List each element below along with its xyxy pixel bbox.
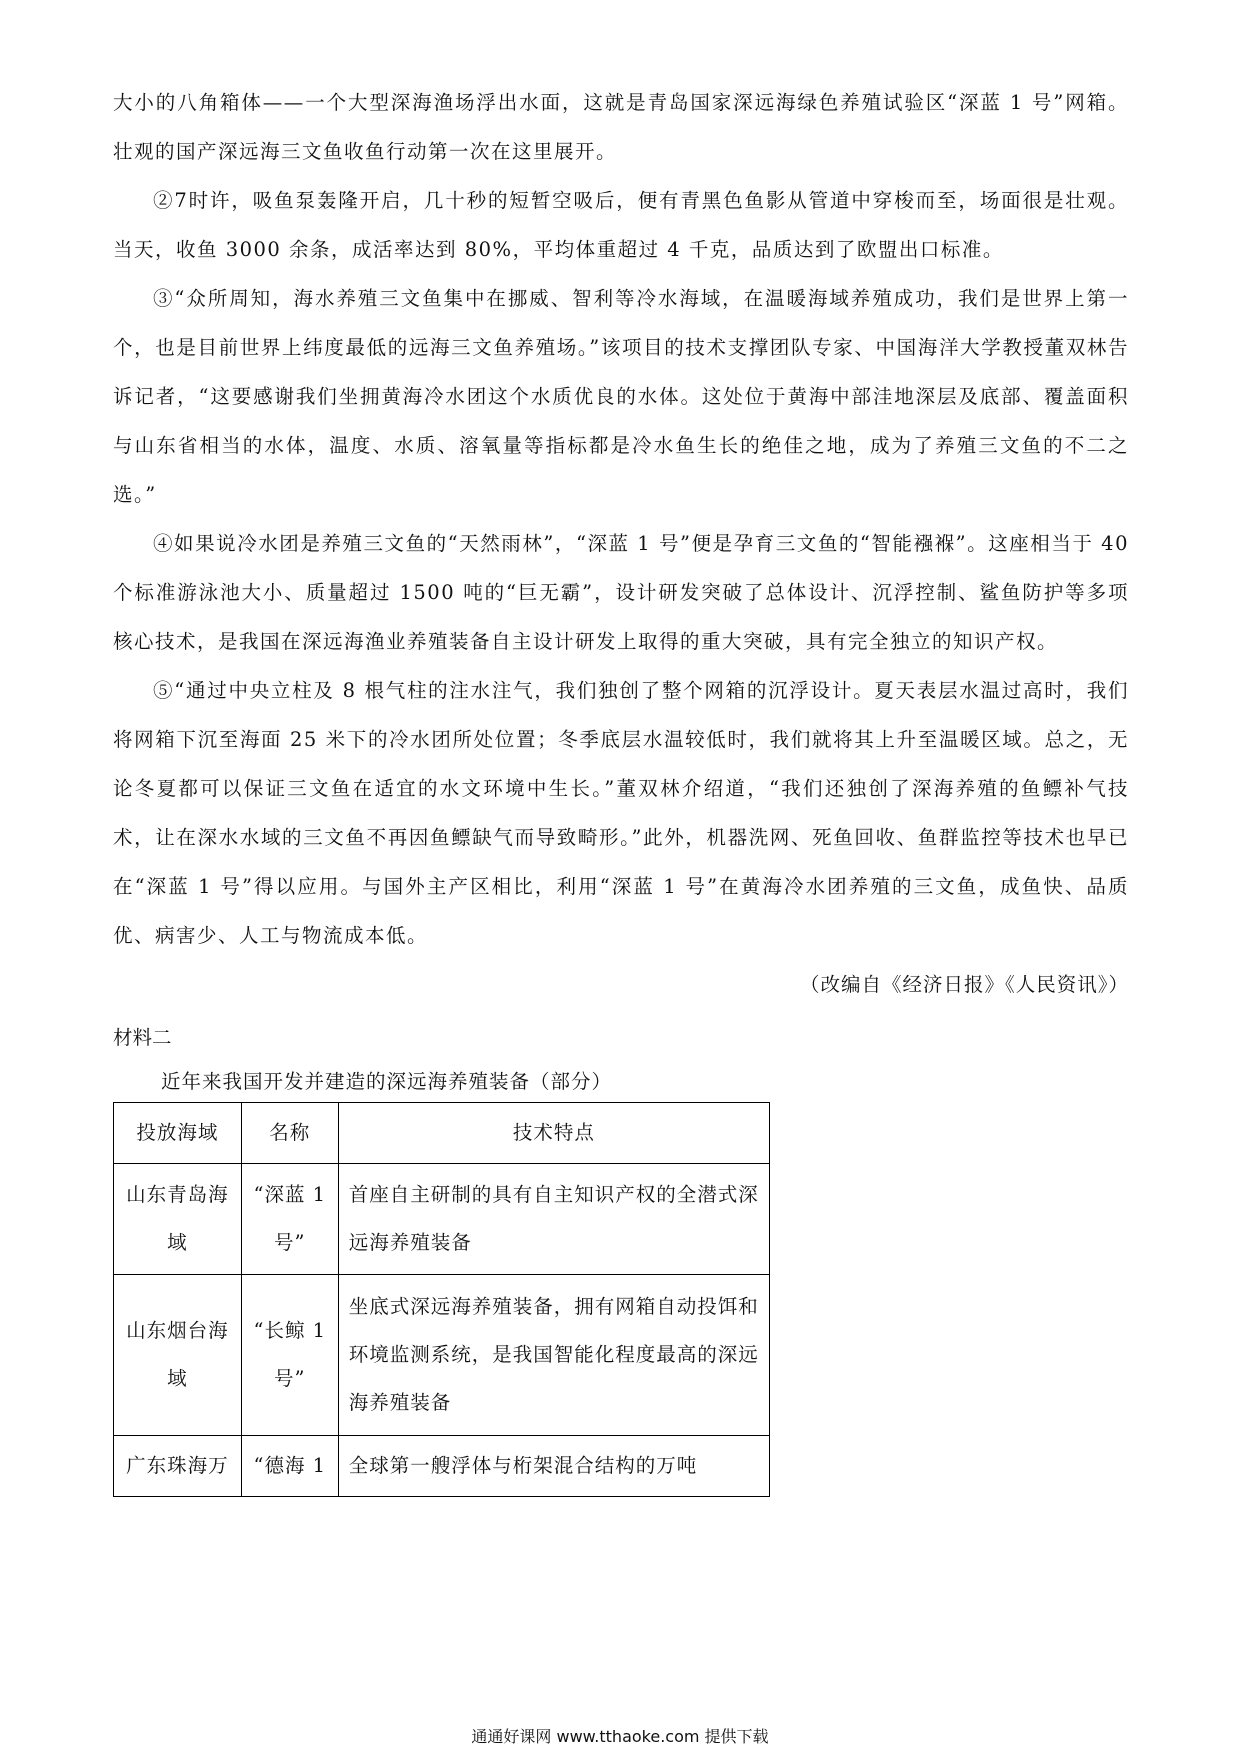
material-2-heading: 材料二 xyxy=(113,1026,172,1049)
paragraph-5: ⑤“通过中央立柱及 8 根气柱的注水注气，我们独创了整个网箱的沉浮设计。夏天表层水温过高时，我们将网箱下沉至海面 25 米下的冷水团所处位置；冬季底层水温较低时，我们就将其上升至温暖区域。总之，无论冬夏都可以保证三文鱼在适宜的水文环境中生长。”董双林介绍道，“我们还独创了深海养殖的鱼鳔补气技术，让在深水水域的三文鱼不再因鱼鳔缺气而导致畸形。”此外，机器洗网、死鱼回收、鱼群监控等技术也早已在“深蓝 1 号”得以应用。与国外主产区相比，利用“深蓝 1 号”在黄海冷水团养殖的三文鱼，成鱼快、品质优、病害少、人工与物流成本低。 xyxy=(113,679,1129,947)
paragraph-1: 大小的八角箱体——一个大型深海渔场浮出水面，这就是青岛国家深远海绿色养殖试验区“深蓝 1 号”网箱。壮观的国产深远海三文鱼收鱼行动第一次在这里展开。 xyxy=(113,91,1129,163)
cell-sea-area: 山东烟台海域 xyxy=(114,1275,242,1436)
paragraph-4: ④如果说冷水团是养殖三文鱼的“天然雨林”，“深蓝 1 号”便是孕育三文鱼的“智能襁褓”。这座相当于 40 个标准游泳池大小、质量超过 1500 吨的“巨无霸”，设计研发突破了总体设计、沉浮控制、鲨鱼防护等多项核心技术，是我国在深远海渔业养殖装备自主设计研发上取得的重大突破，具有完全独立的知识产权。 xyxy=(113,532,1129,653)
table-row xyxy=(114,1164,770,1275)
header-name: 名称 xyxy=(241,1103,338,1164)
cell-features: 坐底式深远海养殖装备，拥有网箱自动投饵和环境监测系统，是我国智能化程度最高的深远海养殖装备 xyxy=(338,1275,769,1436)
header-features: 技术特点 xyxy=(338,1103,769,1164)
page-footer: 通通好课网 www.tthaoke.com 提供下载 xyxy=(471,1727,769,1746)
cell-sea-area: 广东珠海万 xyxy=(114,1436,242,1497)
table-row xyxy=(114,1275,770,1436)
table-header-row xyxy=(114,1103,770,1164)
article-body xyxy=(113,78,1129,1497)
cell-features: 首座自主研制的具有自主知识产权的全潜式深远海养殖装备 xyxy=(338,1164,769,1275)
cell-name: “长鲸 1 号” xyxy=(241,1275,338,1436)
table-row xyxy=(114,1436,770,1497)
source-citation: （改编自《经济日报》《人民资讯》） xyxy=(799,973,1129,996)
header-sea-area: 投放海域 xyxy=(114,1103,242,1164)
cell-sea-area: 山东青岛海域 xyxy=(114,1164,242,1275)
paragraph-3: ③“众所周知，海水养殖三文鱼集中在挪威、智利等冷水海域，在温暖海域养殖成功，我们是世界上第一个，也是目前世界上纬度最低的远海三文鱼养殖场。”该项目的技术支撑团队专家、中国海洋大学教授董双林告诉记者，“这要感谢我们坐拥黄海冷水团这个水质优良的水体。这处位于黄海中部洼地深层及底部、覆盖面积与山东省相当的水体，温度、水质、溶氧量等指标都是冷水鱼生长的绝佳之地，成为了养殖三文鱼的不二之选。” xyxy=(113,287,1129,506)
equipment-table xyxy=(113,1102,770,1497)
paragraph-2: ②7时许，吸鱼泵轰隆开启，几十秒的短暂空吸后，便有青黑色鱼影从管道中穿梭而至，场面很是壮观。当天，收鱼 3000 余条，成活率达到 80%，平均体重超过 4 千克，品质达到了欧盟出口标准。 xyxy=(113,189,1129,261)
cell-name: “深蓝 1 号” xyxy=(241,1164,338,1275)
cell-name: “德海 1 xyxy=(241,1436,338,1497)
cell-features: 全球第一艘浮体与桁架混合结构的万吨 xyxy=(338,1436,769,1497)
table-title: 近年来我国开发并建造的深远海养殖装备（部分） xyxy=(161,1070,613,1093)
